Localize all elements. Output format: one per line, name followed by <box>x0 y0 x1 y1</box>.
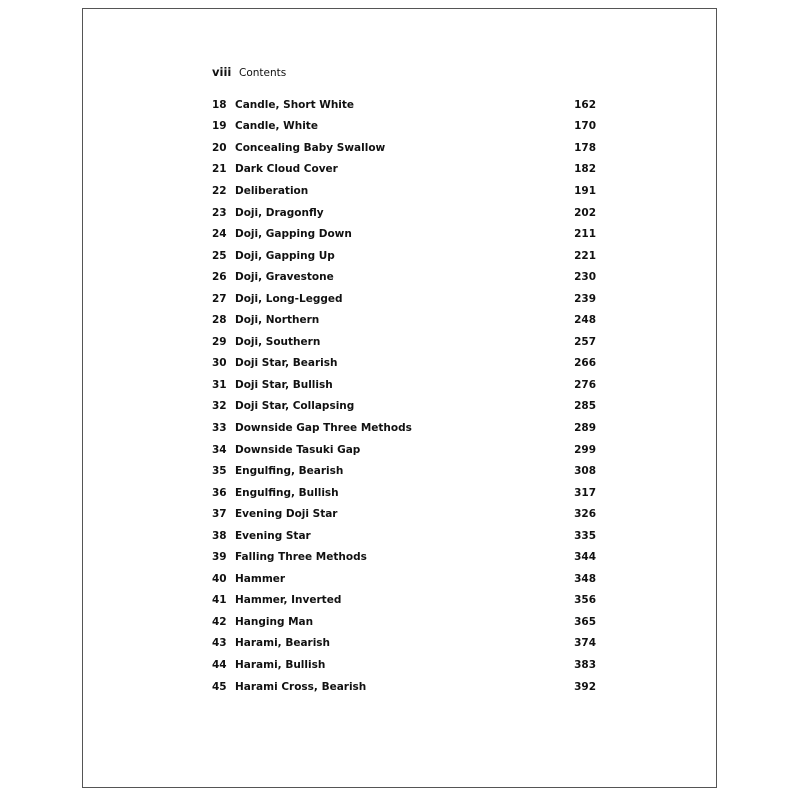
page-number: 365 <box>574 615 596 628</box>
page-number: 317 <box>574 486 596 499</box>
toc-entry <box>212 223 596 245</box>
page-number: 266 <box>574 357 596 370</box>
chapter-number: 38 <box>212 529 227 542</box>
chapter-title: Hanging Man <box>235 615 314 628</box>
page-number: 162 <box>574 98 596 111</box>
toc-entry <box>212 439 596 461</box>
toc-entry <box>212 568 596 590</box>
page-number: 178 <box>574 141 596 154</box>
toc-entry <box>212 460 596 482</box>
chapter-number: 36 <box>212 486 227 499</box>
chapter-number: 41 <box>212 594 227 607</box>
page-number: 202 <box>574 206 596 219</box>
chapter-title: Hammer <box>235 572 286 585</box>
chapter-number: 43 <box>212 637 227 650</box>
page-number: 191 <box>574 184 596 197</box>
page-number: 170 <box>574 120 596 133</box>
toc-entry <box>212 94 596 116</box>
chapter-title: Downside Tasuki Gap <box>235 443 361 456</box>
page-number: 326 <box>574 508 596 521</box>
chapter-title: Doji Star, Collapsing <box>235 400 355 413</box>
chapter-title: Doji, Northern <box>235 314 320 327</box>
page-number: 230 <box>574 271 596 284</box>
chapter-title: Deliberation <box>235 184 309 197</box>
chapter-number: 35 <box>212 465 227 478</box>
chapter-number: 20 <box>212 141 227 154</box>
chapter-title: Doji, Gapping Down <box>235 228 352 241</box>
contents-list <box>212 94 596 697</box>
page-number: 285 <box>574 400 596 413</box>
chapter-number: 19 <box>212 120 227 133</box>
page-number: 299 <box>574 443 596 456</box>
page-title: Contents <box>239 67 287 79</box>
chapter-number: 27 <box>212 292 227 305</box>
page-number: 383 <box>574 658 596 671</box>
chapter-title: Hammer, Inverted <box>235 594 342 607</box>
chapter-number: 44 <box>212 658 227 671</box>
chapter-title: Doji, Long-Legged <box>235 292 343 305</box>
chapter-number: 45 <box>212 680 227 693</box>
toc-entry <box>212 633 596 655</box>
toc-entry <box>212 546 596 568</box>
chapter-number: 22 <box>212 184 227 197</box>
toc-entry <box>212 288 596 310</box>
chapter-number: 24 <box>212 228 227 241</box>
chapter-title: Doji, Southern <box>235 335 321 348</box>
toc-entry <box>212 159 596 181</box>
chapter-number: 18 <box>212 98 227 111</box>
page-number: 348 <box>574 572 596 585</box>
chapter-title: Doji, Dragonfly <box>235 206 324 219</box>
toc-entry <box>212 116 596 138</box>
chapter-number: 32 <box>212 400 227 413</box>
chapter-title: Candle, White <box>235 120 318 133</box>
chapter-title: Engulfing, Bullish <box>235 486 339 499</box>
chapter-number: 21 <box>212 163 227 176</box>
chapter-title: Concealing Baby Swallow <box>235 141 386 154</box>
toc-entry <box>212 374 596 396</box>
toc-entry <box>212 309 596 331</box>
toc-entry <box>212 590 596 612</box>
chapter-title: Doji, Gravestone <box>235 271 334 284</box>
page-number: 211 <box>574 228 596 241</box>
toc-entry <box>212 202 596 224</box>
toc-entry <box>212 180 596 202</box>
toc-entry <box>212 417 596 439</box>
toc-entry <box>212 266 596 288</box>
toc-entry <box>212 482 596 504</box>
document-page <box>82 8 717 788</box>
toc-entry <box>212 331 596 353</box>
chapter-number: 37 <box>212 508 227 521</box>
page-number: 392 <box>574 680 596 693</box>
chapter-title: Evening Star <box>235 529 311 542</box>
page-number: 239 <box>574 292 596 305</box>
page-number: 276 <box>574 378 596 391</box>
page-number: 248 <box>574 314 596 327</box>
toc-entry <box>212 654 596 676</box>
toc-entry <box>212 676 596 698</box>
page-number: 374 <box>574 637 596 650</box>
page-number: 356 <box>574 594 596 607</box>
chapter-number: 30 <box>212 357 227 370</box>
toc-entry <box>212 525 596 547</box>
toc-entry <box>212 245 596 267</box>
toc-entry <box>212 353 596 375</box>
chapter-title: Doji Star, Bullish <box>235 378 333 391</box>
page-folio: viii <box>212 65 232 79</box>
chapter-title: Downside Gap Three Methods <box>235 421 412 434</box>
chapter-title: Doji, Gapping Up <box>235 249 335 262</box>
chapter-title: Harami Cross, Bearish <box>235 680 367 693</box>
running-head <box>212 65 286 81</box>
chapter-title: Dark Cloud Cover <box>235 163 338 176</box>
page-number: 182 <box>574 163 596 176</box>
toc-entry <box>212 503 596 525</box>
toc-entry <box>212 396 596 418</box>
chapter-number: 33 <box>212 421 227 434</box>
page-number: 335 <box>574 529 596 542</box>
chapter-number: 28 <box>212 314 227 327</box>
page-number: 221 <box>574 249 596 262</box>
toc-entry <box>212 137 596 159</box>
chapter-title: Engulfing, Bearish <box>235 465 344 478</box>
page-number: 308 <box>574 465 596 478</box>
page-number: 344 <box>574 551 596 564</box>
chapter-number: 26 <box>212 271 227 284</box>
chapter-number: 31 <box>212 378 227 391</box>
chapter-number: 34 <box>212 443 227 456</box>
chapter-title: Evening Doji Star <box>235 508 338 521</box>
page-number: 257 <box>574 335 596 348</box>
chapter-title: Candle, Short White <box>235 98 355 111</box>
chapter-number: 25 <box>212 249 227 262</box>
page-number: 289 <box>574 421 596 434</box>
toc-entry <box>212 611 596 633</box>
chapter-number: 29 <box>212 335 227 348</box>
chapter-title: Doji Star, Bearish <box>235 357 338 370</box>
chapter-title: Harami, Bearish <box>235 637 331 650</box>
chapter-number: 39 <box>212 551 227 564</box>
chapter-number: 23 <box>212 206 227 219</box>
chapter-title: Harami, Bullish <box>235 658 326 671</box>
chapter-number: 40 <box>212 572 227 585</box>
chapter-title: Falling Three Methods <box>235 551 367 564</box>
chapter-number: 42 <box>212 615 227 628</box>
